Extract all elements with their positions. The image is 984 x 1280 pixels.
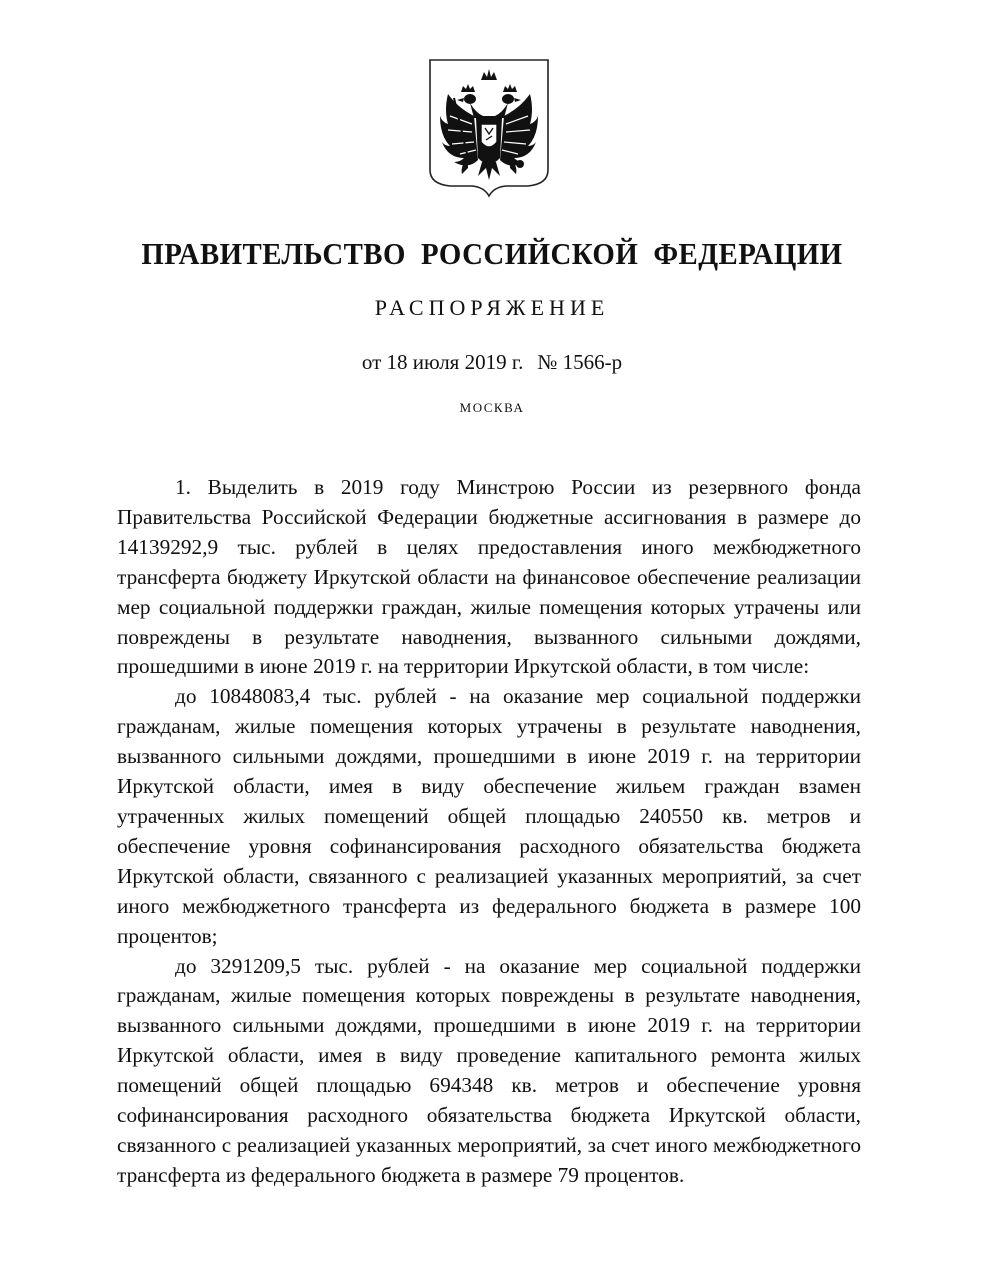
document-number: № 1566-р <box>537 350 623 374</box>
paragraph-3: до 3291209,5 тыс. рублей - на оказание мер социальной поддержки гражданам, жилые помещения которых повреждены в результате наводнения, вызванного сильными дождями, прошедшими в июне 2019 г. на территории Иркутской области, имея в виду проведение капитального ремонта жилых помещений общей площадью 694348 кв. метров и обеспечение уровня софинансирования расходного обязательства бюджета Иркутской области, связанного с реализацией указанных мероприятий, за счет иного межбюджетного трансферта из федерального бюджета в размере 79 процентов. <box>117 953 861 1187</box>
paragraph-1: 1. Выделить в 2019 году Минстрою России из резервного фонда Правительства Российской Федерации бюджетные ассигнования в размере до 14139292,9 тыс. рублей в целях предоставления иного межбюджетного трансферта бюджету Иркутской области на финансовое обеспечение реализации мер социальной поддержки граждан, жилые помещения которых утрачены или повреждены в результате наводнения, вызванного сильными дождями, прошедшими в июне 2019 г. на территории Иркутской области, в том числе: <box>117 475 861 679</box>
government-title: ПРАВИТЕЛЬСТВО РОССИЙСКОЙ ФЕДЕРАЦИИ <box>141 236 843 271</box>
document-date-line <box>0 350 984 375</box>
document-city: МОСКВА <box>459 400 525 415</box>
document-body <box>117 473 861 1191</box>
document-date: от 18 июля 2019 г. <box>361 350 524 374</box>
document-type: РАСПОРЯЖЕНИЕ <box>374 295 610 320</box>
paragraph-2: до 10848083,4 тыс. рублей - на оказание мер социальной поддержки гражданам, жилые помещения которых утрачены в результате наводнения, вызванного сильными дождями, прошедшими в июне 2019 г. на территории Иркутской области, имея в виду обеспечение жильем граждан взамен утраченных жилых помещений общей площадью 240550 кв. метров и обеспечение уровня софинансирования расходного обязательства бюджета Иркутской области, связанного с реализацией указанных мероприятий, за счет иного межбюджетного трансферта из федерального бюджета в размере 100 процентов; <box>117 684 861 948</box>
russian-coat-of-arms-icon <box>428 58 550 198</box>
